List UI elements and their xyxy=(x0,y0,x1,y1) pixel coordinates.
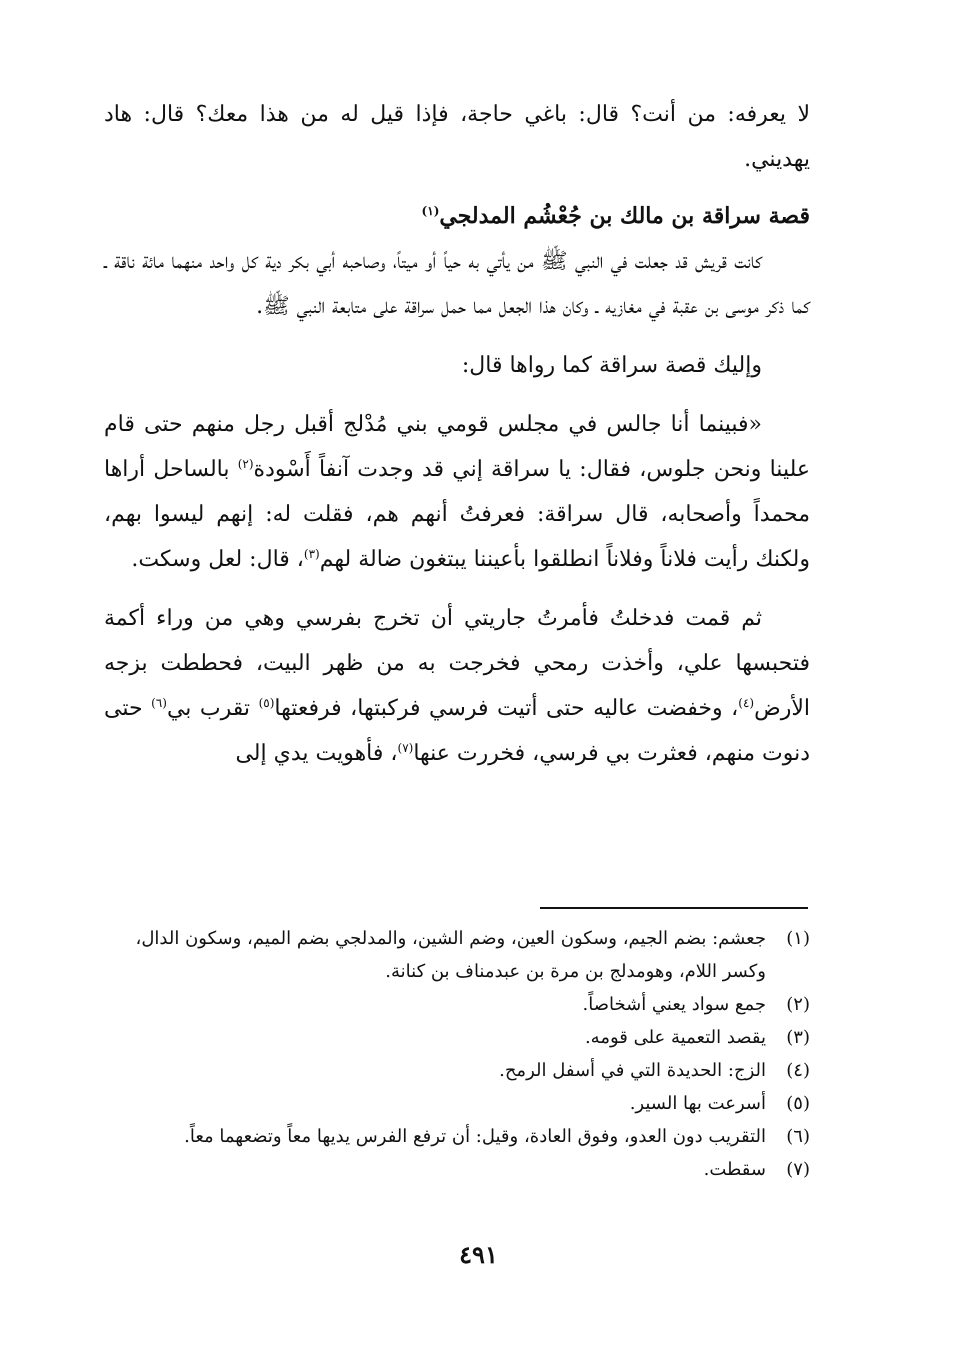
footnote-ref-7[interactable]: (٧) xyxy=(397,741,414,755)
text-segment: ثم قمت فدخلتُ فأمرتُ جاريتي أن تخرج بفرسي وهي من وراء أكمة فتحبسها علي، وأخذت رمحي فخرجت به من ظهر البيت، فحططت بزجه الأرض xyxy=(104,606,810,721)
footnote-text: الزج: الحديدة التي في أسفل الرمح. xyxy=(499,1060,766,1081)
footnote-text: أسرعت بها السير. xyxy=(629,1093,766,1114)
footnote-number: (٣) xyxy=(786,1027,810,1048)
footnotes-list xyxy=(104,922,810,1186)
footnote-number: (٤) xyxy=(786,1060,810,1081)
paragraph-continuation: لا يعرفه: من أنت؟ قال: باغي حاجة، فإذا قيل له من هذا معك؟ قال: هاد يهديني. xyxy=(104,102,810,172)
footnote-text: جمع سواد يعني أشخاصاً. xyxy=(582,994,766,1015)
text-segment: ، فأهويت يدي إلى xyxy=(235,741,398,766)
footnote-item xyxy=(104,1087,810,1120)
footnote-item xyxy=(104,1054,810,1087)
paragraph-suraqa-narration xyxy=(104,402,810,582)
footnote-item xyxy=(104,1021,810,1054)
text-segment: حتى دنوت منهم، فعثرت بي فرسي، فخررت عنها xyxy=(104,696,810,766)
footnote-ref-3[interactable]: (٣) xyxy=(303,547,320,561)
footnote-number: (٦) xyxy=(786,1126,810,1147)
text-segment: ، وخفضت عاليه حتى أتيت فرسي فركبتها، فرفعتها xyxy=(274,696,739,721)
footnote-number: (١) xyxy=(786,928,810,949)
paragraph-suraqa-ride xyxy=(104,596,810,776)
footnote-number: (٧) xyxy=(786,1159,810,1180)
text-segment: تقرب بي xyxy=(166,696,259,721)
text-segment: ، قال: لعل وسكت. xyxy=(131,547,304,572)
footnote-ref-6[interactable]: (٦) xyxy=(151,696,167,710)
heading-text: قصة سراقة بن مالك بن جُعْشُم المدلجي xyxy=(439,203,810,229)
footnote-item xyxy=(104,988,810,1021)
section-heading xyxy=(104,194,810,239)
paragraph-quraysh-bounty: كانت قريش قد جعلت في النبي ﷺ من يأتي به حياً أو ميتاً، وصاحبه أبي بكر دية كل واحد منهما مائة ناقة ـ كما ذكر موسى بن عقبة في مغازيه ـ وكان هذا الجعل مما حمل سراقة على متابعة النبي ﷺ. xyxy=(104,249,810,319)
footnote-item xyxy=(104,1120,810,1153)
footnote-number: (٢) xyxy=(786,994,810,1015)
footnote-item xyxy=(104,1153,810,1186)
footnote-ref-5[interactable]: (٥) xyxy=(258,696,275,710)
footnote-item xyxy=(104,922,810,988)
footnote-text: سقطت. xyxy=(703,1159,766,1180)
footnote-ref-1[interactable]: (١) xyxy=(421,204,440,218)
text-segment: بالساحل أراها محمداً وأصحابه، قال سراقة: فعرفتُ أنهم هم، فقلت له: إنهم ليسوا بهم، ولكنك رأيت فلاناً وفلاناً انطلقوا بأعيننا يبتغون ضالة لهم xyxy=(104,457,810,572)
footnote-divider xyxy=(540,907,808,909)
footnote-text: جعشم: بضم الجيم، وسكون العين، وضم الشين، والمدلجي بضم الميم، وسكون الدال، وكسر اللام، وهومدلج بن مرة بن عبدمناف بن كنانة. xyxy=(135,928,766,982)
footnote-ref-4[interactable]: (٤) xyxy=(738,696,755,710)
main-text xyxy=(104,92,810,776)
footnote-text: التقريب دون العدو، وفوق العادة، وقيل: أن ترفع الفرس يديها معاً وتضعهما معاً. xyxy=(184,1126,766,1147)
page-number: ٤٩١ xyxy=(459,1240,498,1269)
footnote-ref-2[interactable]: (٢) xyxy=(237,457,254,471)
footnote-number: (٥) xyxy=(786,1093,810,1114)
paragraph-intro: وإليك قصة سراقة كما رواها قال: xyxy=(461,353,762,378)
footnote-text: يقصد التعمية على قومه. xyxy=(584,1027,766,1048)
text-segment: «فبينما أنا جالس في مجلس قومي بني مُدْلج أقبل رجل منهم حتى قام علينا ونحن جلوس، فقال: يا سراقة إني قد وجدت آنفاً أَسْودة xyxy=(104,412,810,482)
